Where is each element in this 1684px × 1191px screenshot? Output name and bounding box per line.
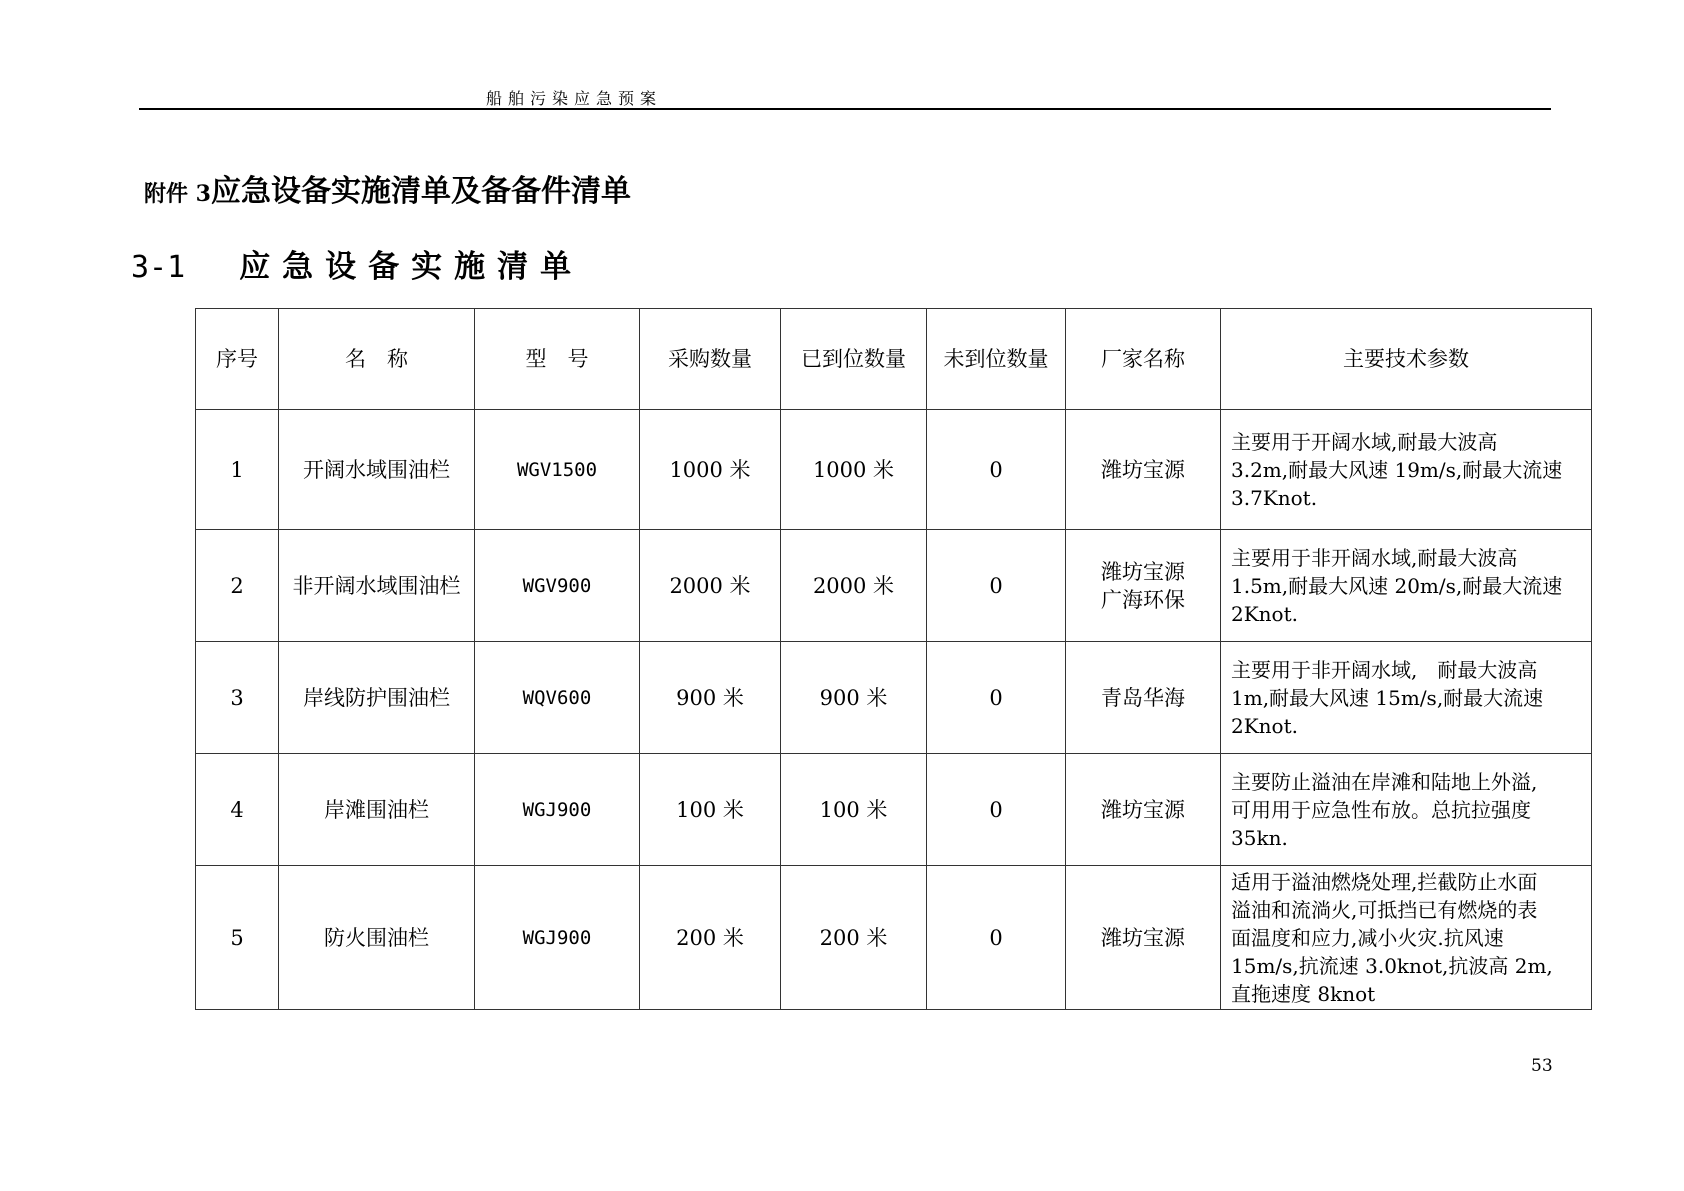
param-line: 35kn. — [1231, 825, 1288, 850]
cell-model: WQV600 — [475, 642, 640, 754]
section-title-text: 应急设备实施清单 — [239, 249, 584, 285]
param-line: 主要用于非开阔水域, 耐最大波高 — [1231, 657, 1538, 682]
maker-line: 潍坊宝源 — [1101, 559, 1185, 584]
cell-name: 开阔水域围油栏 — [279, 410, 475, 530]
appendix-title-text: 应急设备实施清单及备备件清单 — [210, 174, 631, 209]
table-row — [196, 866, 1592, 1010]
col-header-not-arrived: 未到位数量 — [927, 309, 1066, 410]
appendix-title — [144, 166, 631, 210]
cell-maker — [1066, 530, 1221, 642]
cell-purchased: 1000 米 — [640, 410, 781, 530]
cell-arrived: 1000 米 — [781, 410, 927, 530]
param-line: 3.7Knot. — [1231, 485, 1318, 510]
cell-name: 非开阔水域围油栏 — [279, 530, 475, 642]
param-line: 直拖速度 8knot — [1231, 981, 1376, 1006]
param-line: 溢油和流淌火,可抵挡已有燃烧的表 — [1231, 897, 1538, 922]
cell-maker — [1066, 410, 1221, 530]
cell-not-arrived: 0 — [927, 866, 1066, 1010]
table-header-row — [196, 309, 1592, 410]
table-row — [196, 642, 1592, 754]
cell-no: 3 — [196, 642, 279, 754]
cell-no: 2 — [196, 530, 279, 642]
param-line: 主要用于开阔水域,耐最大波高 — [1231, 429, 1498, 454]
maker-line: 潍坊宝源 — [1101, 925, 1185, 950]
section-number: 3-1 — [131, 250, 186, 285]
equipment-table — [195, 308, 1592, 1010]
cell-not-arrived: 0 — [927, 410, 1066, 530]
cell-params — [1221, 642, 1592, 754]
cell-name: 岸滩围油栏 — [279, 754, 475, 866]
cell-purchased: 900 米 — [640, 642, 781, 754]
page-number: 53 — [1531, 1056, 1553, 1076]
cell-not-arrived: 0 — [927, 530, 1066, 642]
param-line: 2Knot. — [1231, 713, 1298, 738]
maker-line: 潍坊宝源 — [1101, 797, 1185, 822]
col-header-model: 型 号 — [475, 309, 640, 410]
cell-arrived: 200 米 — [781, 866, 927, 1010]
col-header-no: 序号 — [196, 309, 279, 410]
cell-purchased: 100 米 — [640, 754, 781, 866]
maker-line: 青岛华海 — [1101, 685, 1185, 710]
cell-maker — [1066, 642, 1221, 754]
cell-arrived: 2000 米 — [781, 530, 927, 642]
col-header-params: 主要技术参数 — [1221, 309, 1592, 410]
cell-no: 1 — [196, 410, 279, 530]
cell-not-arrived: 0 — [927, 642, 1066, 754]
param-line: 适用于溢油燃烧处理,拦截防止水面 — [1231, 869, 1538, 894]
cell-params — [1221, 410, 1592, 530]
appendix-prefix: 附件 3 — [144, 181, 211, 207]
param-line: 可用用于应急性布放。总抗拉强度 — [1231, 797, 1531, 822]
cell-purchased: 2000 米 — [640, 530, 781, 642]
cell-model: WGV900 — [475, 530, 640, 642]
cell-maker — [1066, 866, 1221, 1010]
cell-purchased: 200 米 — [640, 866, 781, 1010]
maker-line: 潍坊宝源 — [1101, 457, 1185, 482]
param-line: 1.5m,耐最大风速 20m/s,耐最大流速 — [1231, 573, 1563, 598]
cell-params — [1221, 530, 1592, 642]
param-line: 主要防止溢油在岸滩和陆地上外溢, — [1231, 769, 1538, 794]
running-header: 船舶污染应急预案 — [486, 89, 663, 108]
param-line: 主要用于非开阔水域,耐最大波高 — [1231, 545, 1518, 570]
cell-no: 5 — [196, 866, 279, 1010]
param-line: 1m,耐最大风速 15m/s,耐最大流速 — [1231, 685, 1544, 710]
table-row — [196, 410, 1592, 530]
cell-not-arrived: 0 — [927, 754, 1066, 866]
header-rule — [139, 108, 1551, 110]
cell-model: WGJ900 — [475, 866, 640, 1010]
cell-name: 岸线防护围油栏 — [279, 642, 475, 754]
cell-maker — [1066, 754, 1221, 866]
table-row — [196, 530, 1592, 642]
col-header-purchased: 采购数量 — [640, 309, 781, 410]
cell-arrived: 100 米 — [781, 754, 927, 866]
cell-model: WGV1500 — [475, 410, 640, 530]
cell-model: WGJ900 — [475, 754, 640, 866]
col-header-maker: 厂家名称 — [1066, 309, 1221, 410]
param-line: 面温度和应力,减小火灾.抗风速 — [1231, 925, 1504, 950]
cell-params — [1221, 866, 1592, 1010]
param-line: 3.2m,耐最大风速 19m/s,耐最大流速 — [1231, 457, 1563, 482]
param-line: 15m/s,抗流速 3.0knot,抗波高 2m, — [1231, 953, 1553, 978]
col-header-arrived: 已到位数量 — [781, 309, 927, 410]
col-header-name: 名 称 — [279, 309, 475, 410]
cell-name: 防火围油栏 — [279, 866, 475, 1010]
param-line: 2Knot. — [1231, 601, 1298, 626]
section-title — [131, 241, 583, 286]
cell-no: 4 — [196, 754, 279, 866]
cell-params — [1221, 754, 1592, 866]
table-row — [196, 754, 1592, 866]
maker-line: 广海环保 — [1101, 587, 1185, 612]
cell-arrived: 900 米 — [781, 642, 927, 754]
